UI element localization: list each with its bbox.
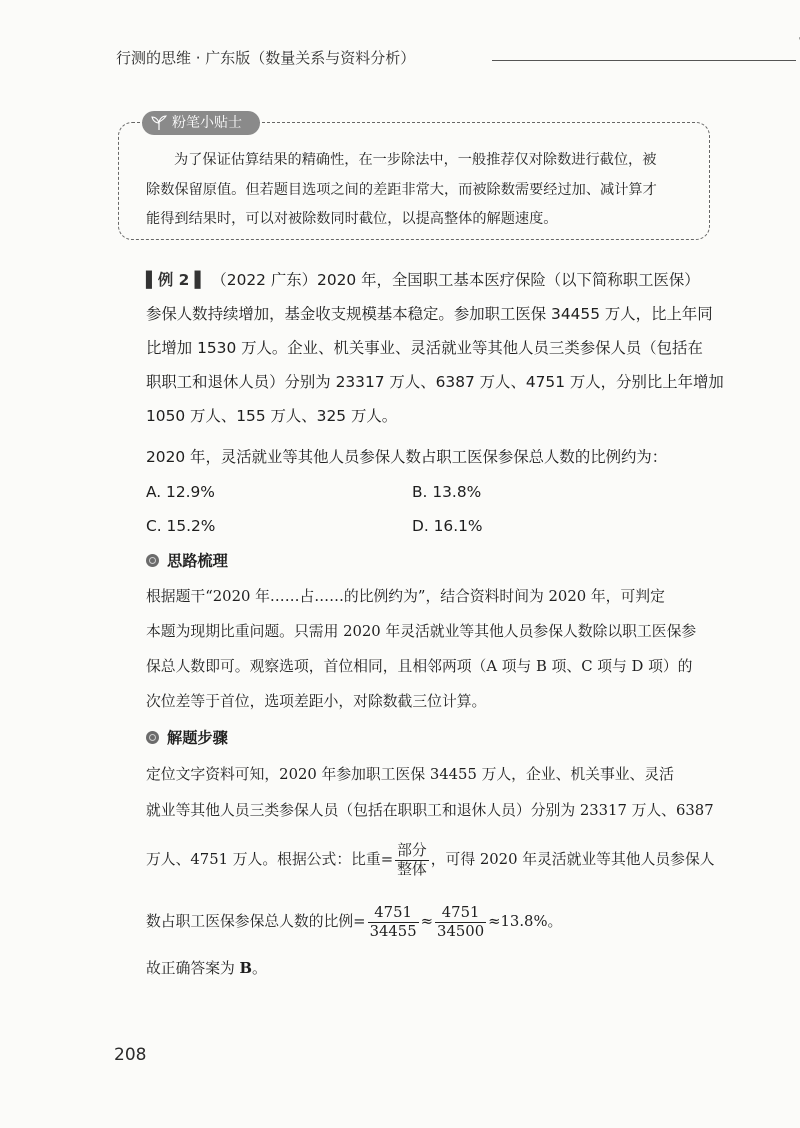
header-rule xyxy=(492,60,796,61)
answer-lead: 故正确答案为 xyxy=(146,960,240,977)
calc-result: ≈13.8%。 xyxy=(488,913,563,930)
question-text: 2020 年，灵活就业等其他人员参保人数占职工医保参保总人数的比例约为： xyxy=(146,448,668,466)
running-header xyxy=(116,48,716,70)
example-line: 职职工和退休人员）分别为 23317 万人、6387 万人、4751 万人，分别比上年增加 xyxy=(146,373,724,391)
answer-letter: B xyxy=(239,960,253,977)
solution-line: 就业等其他人员三类参保人员（包括在职职工和退休人员）分别为 23317 万人、6387 xyxy=(146,802,714,819)
tip-text-line: 能得到结果时，可以对被除数同时截位，以提高整体的解题速度。 xyxy=(146,211,558,227)
example-text: （2022 广东）2020 年，全国职工基本医疗保险（以下简称职工医保） xyxy=(211,271,700,289)
analysis-line: 次位差等于首位，选项差距小，对除数截三位计算。 xyxy=(146,693,487,710)
example-line: 参保人数持续增加，基金收支规模基本稳定。参加职工医保 34455 万人，比上年同 xyxy=(146,305,713,323)
analysis-line: 根据题干“2020 年……占……的比例约为”，结合资料时间为 2020 年，可判定 xyxy=(146,588,665,605)
sprout-icon xyxy=(796,34,800,64)
example-line: 比增加 1530 万人。企业、机关事业、灵活就业等其他人员三类参保人员（包括在 xyxy=(146,339,703,357)
section-bullet-icon xyxy=(146,731,159,744)
page-number: 208 xyxy=(114,1045,147,1065)
solution-heading-text: 解题步骤 xyxy=(167,729,228,747)
approx-sign: ≈ xyxy=(420,913,434,930)
analysis-heading xyxy=(146,550,228,572)
calc-lead-text: 数占职工医保参保总人数的比例= xyxy=(146,913,366,930)
fraction-denominator: 34455 xyxy=(369,922,417,940)
solution-line: 定位文字资料可知，2020 年参加职工医保 34455 万人，企业、机关事业、灵活 xyxy=(146,766,674,783)
solution-calc-line xyxy=(146,898,562,946)
fraction-numerator: 部分 xyxy=(397,841,427,859)
book-title: 行测的思维 · 广东版（数量关系与资料分析） xyxy=(116,49,416,67)
solution-formula-line xyxy=(146,836,715,884)
example-line xyxy=(146,269,700,291)
formula-lead-text: 万人、4751 万人。根据公式：比重= xyxy=(146,851,394,868)
analysis-heading-text: 思路梳理 xyxy=(167,552,228,570)
formula-tail-text: ，可得 2020 年灵活就业等其他人员参保人 xyxy=(430,851,715,868)
analysis-line: 保总人数即可。观察选项，首位相同，且相邻两项（A 项与 B 项、C 项与 D 项）的 xyxy=(146,658,693,675)
analysis-line: 本题为现期比重问题。只需用 2020 年灵活就业等其他人员参保人数除以职工医保参 xyxy=(146,623,697,640)
proportion-fraction xyxy=(395,842,429,879)
example-tag: ▌例 2 ▌ xyxy=(146,271,207,289)
leaf-icon xyxy=(150,115,168,131)
option-c: C. 15.2% xyxy=(146,517,216,535)
answer-end: 。 xyxy=(252,960,267,977)
exact-fraction xyxy=(368,904,419,941)
solution-heading xyxy=(146,727,228,749)
section-bullet-icon xyxy=(146,554,159,567)
fraction-numerator: 4751 xyxy=(435,904,486,923)
option-d: D. 16.1% xyxy=(412,517,483,535)
tip-label: 粉笔小贴士 xyxy=(142,111,260,135)
answer-line xyxy=(146,958,267,980)
option-b: B. 13.8% xyxy=(412,483,482,501)
fraction-denominator: 整体 xyxy=(397,860,427,878)
fraction-denominator: 34500 xyxy=(437,922,485,940)
option-a: A. 12.9% xyxy=(146,483,215,501)
fraction-numerator: 4751 xyxy=(368,904,419,923)
example-line: 1050 万人、155 万人、325 万人。 xyxy=(146,407,398,425)
tip-text-line: 为了保证估算结果的精确性，在一步除法中，一般推荐仅对除数进行截位，被 xyxy=(174,152,657,168)
rounded-fraction xyxy=(435,904,486,941)
tip-text-line: 除数保留原值。但若题目选项之间的差距非常大，而被除数需要经过加、减计算才 xyxy=(146,182,657,198)
